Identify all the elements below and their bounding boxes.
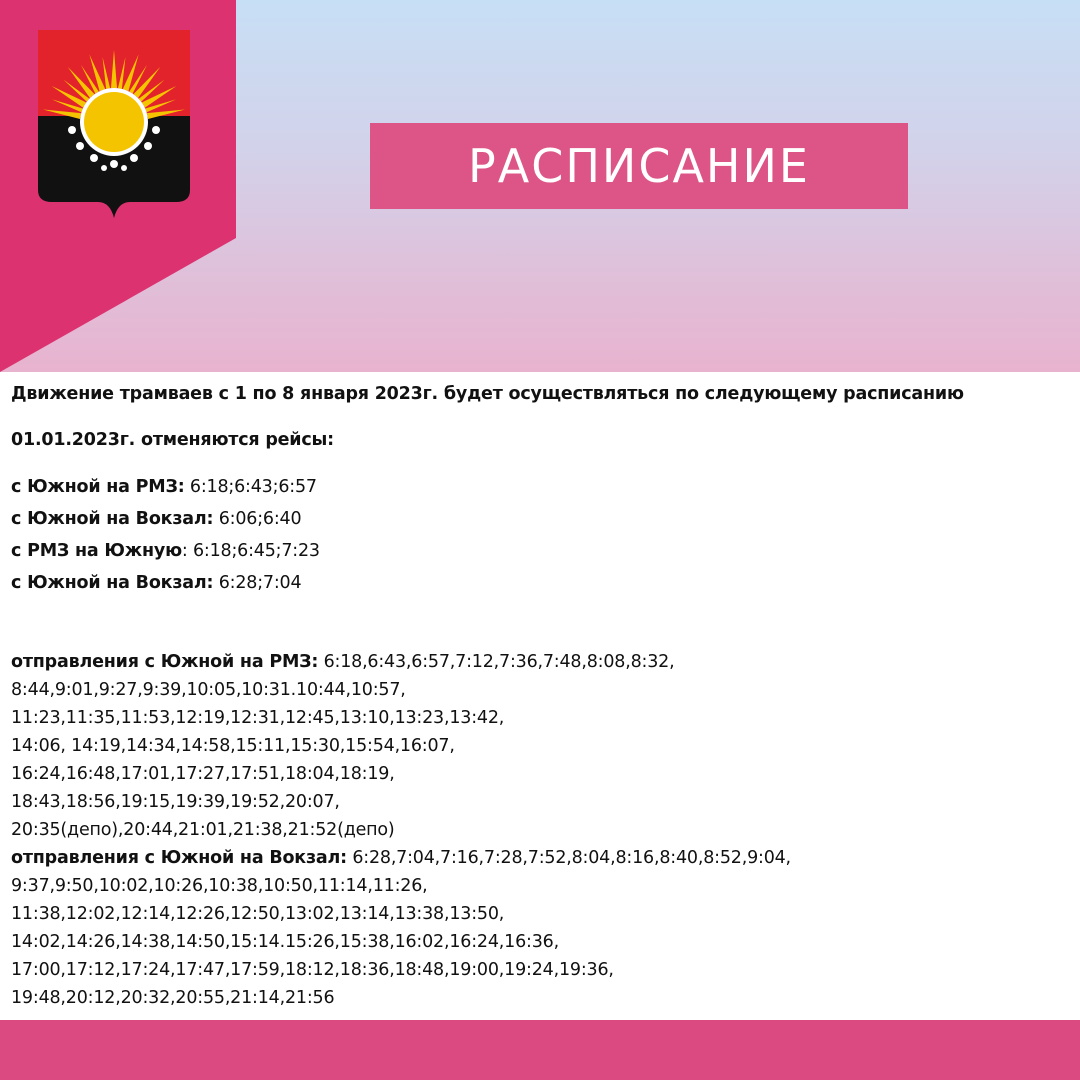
cancellation-item: с Южной на Вокзал: 6:06;6:40 <box>11 509 302 529</box>
title-banner <box>370 123 908 209</box>
cancellation-item: с Южной на РМЗ: 6:18;6:43;6:57 <box>11 477 317 497</box>
schedule-rmz-line: отправления с Южной на РМЗ: 6:18,6:43,6:57,7:12,7:36,7:48,8:08,8:32, <box>11 652 675 672</box>
schedule-vokzal-line: 9:37,9:50,10:02,10:26,10:38,10:50,11:14,11:26, <box>11 876 428 896</box>
schedule-vokzal-line: 19:48,20:12,20:32,20:55,21:14,21:56 <box>11 988 335 1008</box>
coat-of-arms-icon <box>38 30 190 218</box>
cancel-heading: 01.01.2023г. отменяются рейсы: <box>11 430 334 450</box>
cancellation-item: с РМЗ на Южную: 6:18;6:45;7:23 <box>11 541 320 561</box>
schedule-vokzal-line: отправления с Южной на Вокзал: 6:28,7:04,7:16,7:28,7:52,8:04,8:16,8:40,8:52,9:04, <box>11 848 791 868</box>
schedule-vokzal-label: отправления с Южной на Вокзал: <box>11 848 347 868</box>
schedule-vokzal-line: 17:00,17:12,17:24,17:47,17:59,18:12,18:36,18:48,19:00,19:24,19:36, <box>11 960 614 980</box>
schedule-rmz-line: 8:44,9:01,9:27,9:39,10:05,10:31.10:44,10:57, <box>11 680 406 700</box>
header <box>0 0 1080 372</box>
schedule-rmz-line: 16:24,16:48,17:01,17:27,17:51,18:04,18:19, <box>11 764 395 784</box>
schedule-rmz-line: 20:35(депо),20:44,21:01,21:38,21:52(депо) <box>11 820 395 840</box>
page-title: РАСПИСАНИЕ <box>468 139 810 193</box>
schedule-rmz-line: 18:43,18:56,19:15,19:39,19:52,20:07, <box>11 792 340 812</box>
schedule-vokzal-line: 14:02,14:26,14:38,14:50,15:14.15:26,15:38,16:02,16:24,16:36, <box>11 932 559 952</box>
footer-band <box>0 1020 1080 1080</box>
schedule-rmz-line: 11:23,11:35,11:53,12:19,12:31,12:45,13:10,13:23,13:42, <box>11 708 505 728</box>
schedule-vokzal-line: 11:38,12:02,12:14,12:26,12:50,13:02,13:14,13:38,13:50, <box>11 904 505 924</box>
intro-text: Движение трамваев с 1 по 8 января 2023г. будет осуществляться по следующему расписанию <box>11 384 964 404</box>
cancellation-item: с Южной на Вокзал: 6:28;7:04 <box>11 573 302 593</box>
notice-body <box>0 372 1080 1020</box>
schedule-rmz-line: 14:06, 14:19,14:34,14:58,15:11,15:30,15:54,16:07, <box>11 736 455 756</box>
schedule-rmz-label: отправления с Южной на РМЗ: <box>11 652 319 672</box>
